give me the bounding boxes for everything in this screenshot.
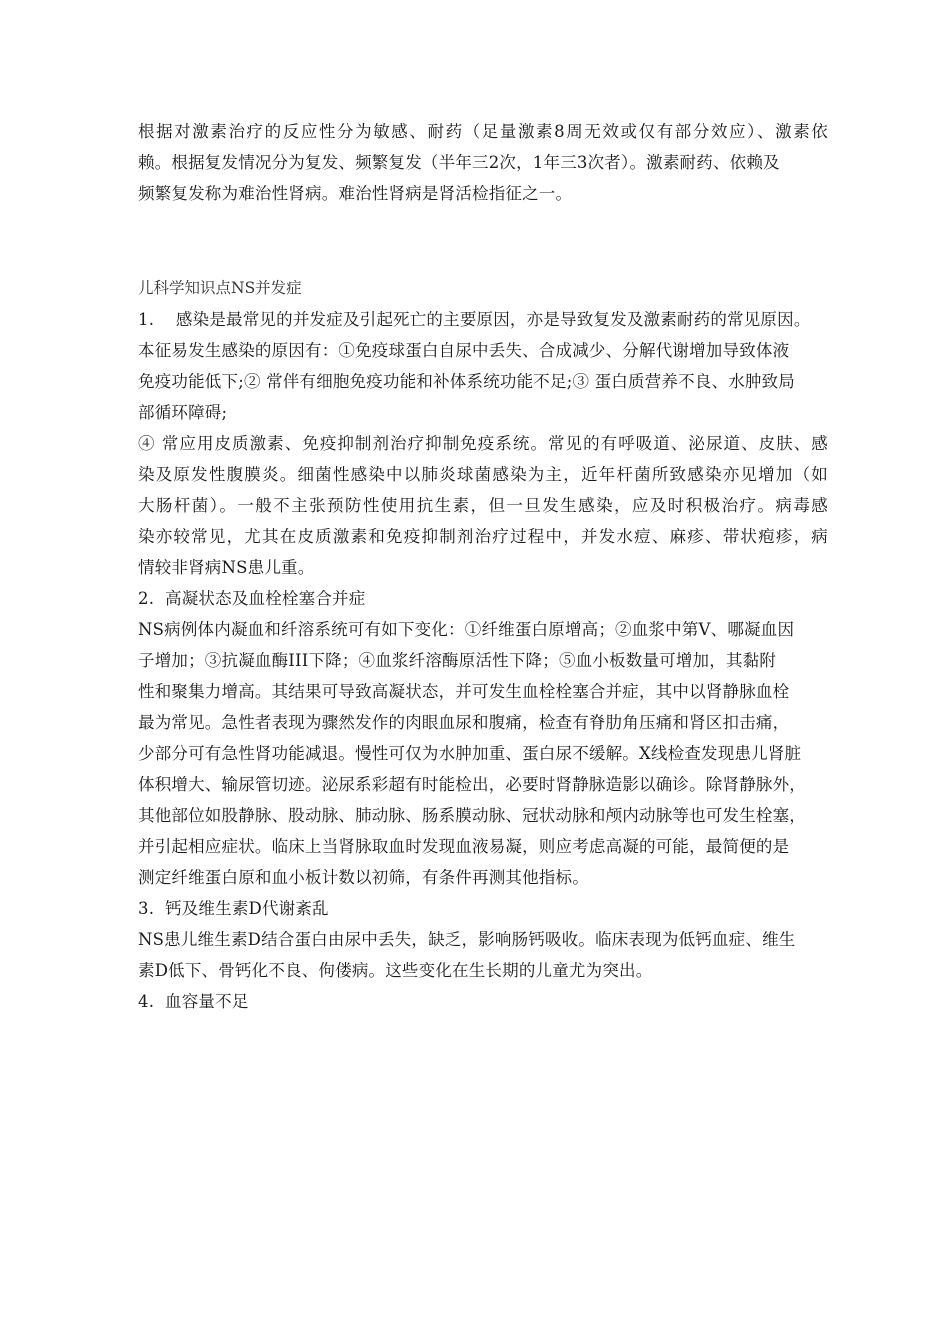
item-3-calcium-vitamin-d <box>138 893 828 986</box>
section-spacer <box>138 209 828 273</box>
item-3-line: 素D低下、骨钙化不良、佝偻病。这些变化在生长期的儿童尤为突出。 <box>138 961 653 980</box>
item-2-line: NS病例体内凝血和纤溶系统可有如下变化：①纤维蛋白原增高；②血浆中第V、哪凝血因 <box>138 620 795 639</box>
item-1-infection <box>138 304 828 583</box>
item-4-blood-volume <box>138 986 828 1017</box>
document-page <box>138 116 828 1017</box>
intro-line: 频繁复发称为难治性肾病。难治性肾病是肾活检指征之一。 <box>138 184 573 203</box>
section-heading: 儿科学知识点NS并发症 <box>138 279 302 297</box>
item-2-line: 子增加；③抗凝血酶III下降；④血浆纤溶酶原活性下降；⑤血小板数量可增加，其黏附 <box>138 651 777 670</box>
intro-paragraph <box>138 116 828 209</box>
item-2-line: 体积增大、输尿管切迹。泌尿系彩超有时能检出，必要时肾静脉造影以确诊。除肾静脉外， <box>138 775 806 794</box>
item-2-line: 其他部位如股静脉、股动脉、肺动脉、肠系膜动脉、冠状动脉和颅内动脉等也可发生栓塞， <box>138 806 806 825</box>
item-1-line: ④ 常应用皮质激素、免疫抑制剂治疗抑制免疫系统。常见的有呼吸道、泌尿道、皮肤、感 <box>138 434 828 453</box>
item-1-line: 染亦较常见，尤其在皮质激素和免疫抑制剂治疗过程中，并发水痘、麻疹、带状疱疹，病 <box>138 527 828 546</box>
item-2-title: 2. 高凝状态及血栓栓塞合并症 <box>138 589 366 608</box>
item-2-line: 性和聚集力增高。其结果可导致高凝状态，并可发生血栓栓塞合并症，其中以肾静脉血栓 <box>138 682 790 701</box>
item-1-line: 染及原发性腹膜炎。细菌性感染中以肺炎球菌感染为主，近年杆菌所致感染亦见增加（如 <box>138 465 828 484</box>
item-2-line: 少部分可有急性肾功能减退。慢性可仅为水肿加重、蛋白尿不缓解。X线检查发现患儿肾脏 <box>138 744 802 763</box>
item-1-line: 情较非肾病NS患儿重。 <box>138 558 315 577</box>
intro-line: 根据对激素治疗的反应性分为敏感、耐药（足量激素8周无效或仅有部分效应）、激素依 <box>138 122 828 141</box>
item-3-line: NS患儿维生素D结合蛋白由尿中丢失，缺乏，影响肠钙吸收。临床表现为低钙血症、维生 <box>138 930 796 949</box>
item-1-line: 大肠杆菌）。一般不主张预防性使用抗生素，但一旦发生感染，应及时积极治疗。病毒感 <box>138 496 828 515</box>
item-2-line: 测定纤维蛋白原和血小板计数以初筛，有条件再测其他指标。 <box>138 868 589 887</box>
item-4-title: 4. 血容量不足 <box>138 992 249 1011</box>
item-1-line: 1. 感染是最常见的并发症及引起死亡的主要原因，亦是导致复发及激素耐药的常见原因。 <box>138 310 811 329</box>
item-1-line: 免疫功能低下;② 常伴有细胞免疫功能和补体系统功能不足;③ 蛋白质营养不良、水肿致局 <box>138 372 796 391</box>
item-2-line: 并引起相应症状。临床上当肾脉取血时发现血液易凝，则应考虑高凝的可能，最简便的是 <box>138 837 790 856</box>
item-2-line: 最为常见。急性者表现为骤然发作的肉眼血尿和腹痛，检查有脊肋角压痛和肾区扣击痛， <box>138 713 790 732</box>
intro-line: 赖。根据复发情况分为复发、频繁复发（半年三2次，1年三3次者）。激素耐药、依赖及 <box>138 153 780 172</box>
item-1-line: 本征易发生感染的原因有：①免疫球蛋白自尿中丢失、合成减少、分解代谢增加导致体液 <box>138 341 790 360</box>
item-3-title: 3. 钙及维生素D代谢紊乱 <box>138 899 329 918</box>
item-1-line: 部循环障碍; <box>138 403 228 422</box>
item-2-hypercoagulability <box>138 583 828 893</box>
